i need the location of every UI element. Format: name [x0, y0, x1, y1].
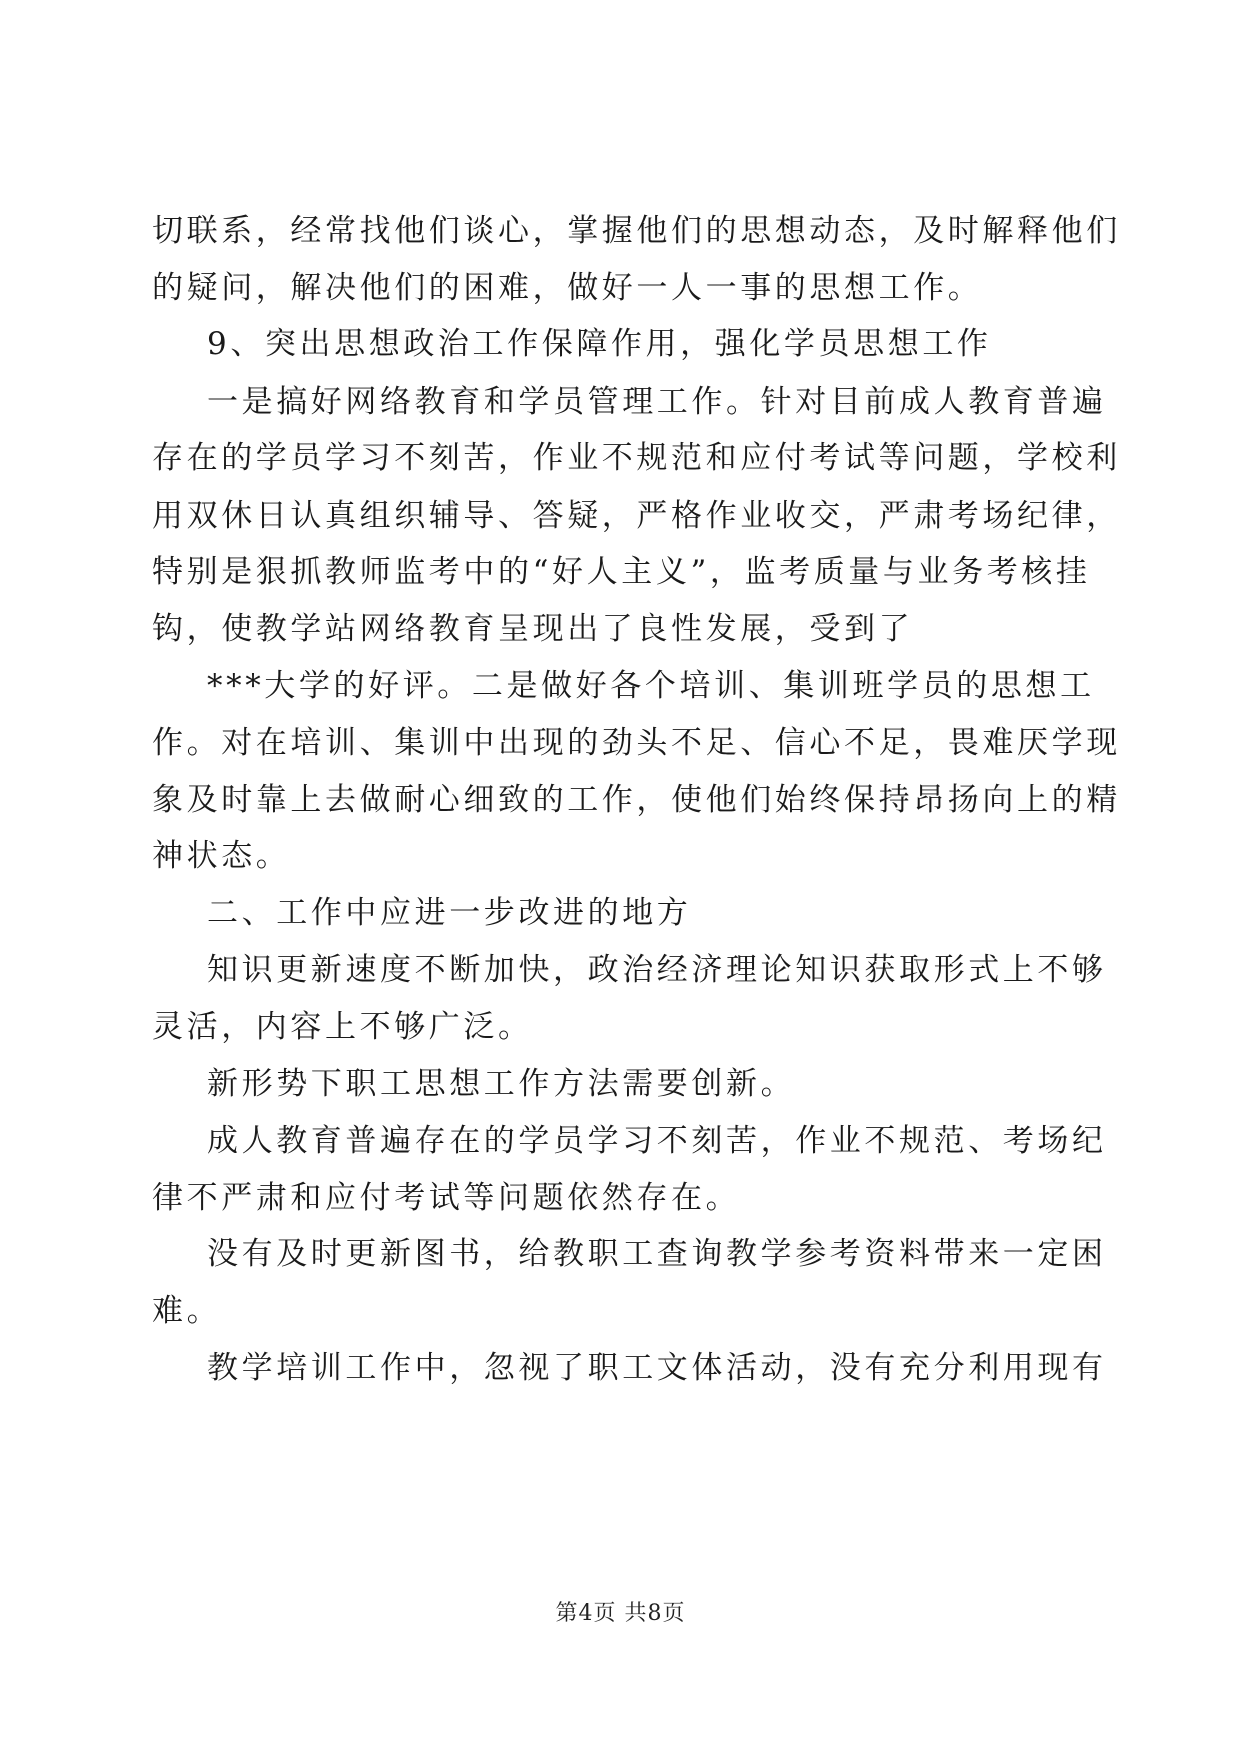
- document-page: 切联系，经常找他们谈心，掌握他们的思想动态，及时解释他们 的疑问，解决他们的困难，做好一人一事的思想工作。 9、突出思想政治工作保障作用，强化学员思想工作 一是搞好网络教育和学员管理工作。针对目前成人教育普遍 存在的学员学习不刻苦，作业不规范和应付考试等问题，学校利 用双休日认真组织辅导、答疑，严格作业收交，严肃考场纪律， 特别是狠抓教师监考中的“好人主义”，监考质量与业务考核挂 钩，使教学站网络教育呈现出了良性发展，受到了 ***大学的好评。二是做好各个培训、集训班学员的思想工 作。对在培训、集训中出现的劲头不足、信心不足，畏难厌学现 象及时靠上去做耐心细致的工作，使他们始终保持昂扬向上的精 神状态。 二、工作中应进一步改进的地方 知识更新速度不断加快，政治经济理论知识获取形式上不够 灵活，内容上不够广泛。 新形势下职工思想工作方法需要创新。 成人教育普遍存在的学员学习不刻苦，作业不规范、考场纪 律不严肃和应付考试等问题依然存在。 没有及时更新图书，给教职工查询教学参考资料带来一定困 难。 教学培训工作中，忽视了职工文体活动，没有充分利用现有 第4页 共8页: [0, 0, 1241, 1754]
- page-footer: 第4页 共8页: [555, 1601, 686, 1626]
